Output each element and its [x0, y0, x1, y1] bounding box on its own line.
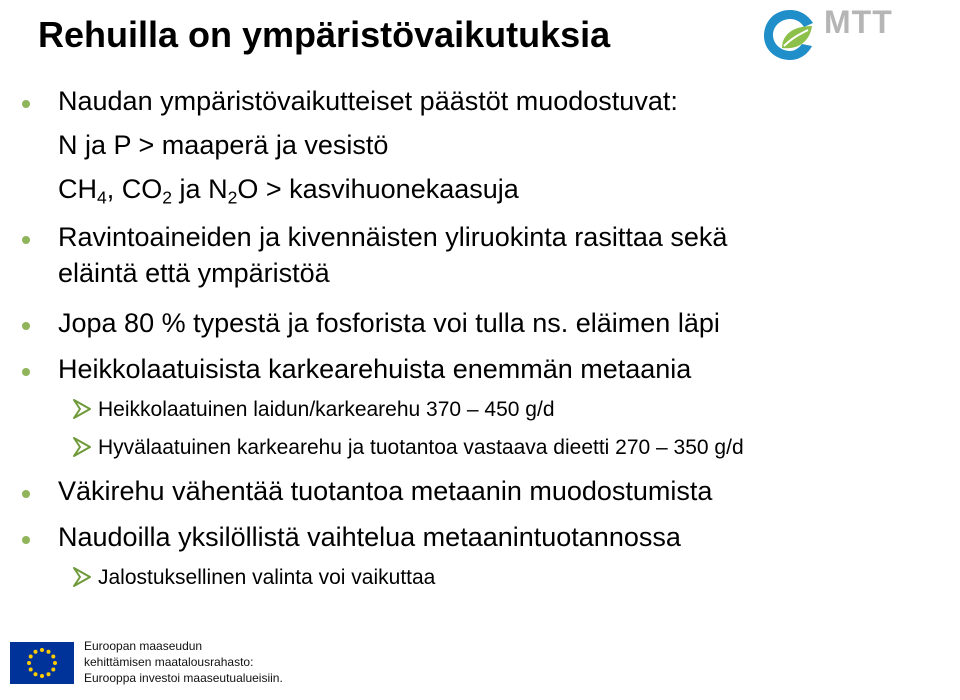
footer-line: Eurooppa investoi maaseutualueisiin. — [84, 671, 283, 685]
footer-line: kehittämisen maatalousrahasto: — [84, 655, 254, 669]
bullet-dot — [22, 368, 30, 376]
footer-line: Euroopan maaseudun — [84, 639, 203, 653]
bullet-dot — [22, 100, 30, 108]
footer-text — [84, 638, 283, 686]
bullet-text: Ravintoaineiden ja kivennäisten yliruokinta rasittaa sekä — [58, 222, 728, 252]
bullet-continuation: eläintä että ympäristöä — [58, 258, 330, 288]
arrow-bullet-icon — [72, 398, 92, 420]
mtt-logo — [760, 4, 940, 64]
bullet-dot — [22, 490, 30, 498]
sub-bullet-text: Jalostuksellinen valinta voi vaikuttaa — [98, 566, 436, 589]
arrow-bullet-icon — [72, 566, 92, 588]
sub-bullet-text: Hyvälaatuinen karkearehu ja tuotantoa vastaava dieetti 270 – 350 g/d — [98, 436, 744, 459]
bullet-continuation: N ja P > maaperä ja vesistö — [58, 130, 389, 160]
eu-funding-footer — [0, 632, 300, 688]
slide-title: Rehuilla on ympäristövaikutuksia — [38, 14, 611, 55]
leaf-swirl-icon — [760, 4, 824, 64]
bullet-dot — [22, 236, 30, 244]
bullet-text: Heikkolaatuisista karkearehuista enemmän metaania — [58, 354, 692, 384]
bullet-continuation: $CH_4$, $CO_2$ ja $N_2O$ > kasvihuonekaasuja — [58, 174, 519, 208]
bullet-text: Jopa 80 % typestä ja fosforista voi tulla ns. eläimen läpi — [58, 308, 720, 338]
bullet-text: Naudan ympäristövaikutteiset päästöt muodostuvat: — [58, 86, 678, 116]
bullet-dot — [22, 536, 30, 544]
logo-text: MTT — [824, 4, 893, 40]
bullet-text: Naudoilla yksilöllistä vaihtelua metaanintuotannossa — [58, 522, 681, 552]
sub-bullet-text: Heikkolaatuinen laidun/karkearehu 370 – 450 g/d — [98, 398, 555, 421]
arrow-bullet-icon — [72, 436, 92, 458]
bullet-dot — [22, 322, 30, 330]
bullet-text: Väkirehu vähentää tuotantoa metaanin muodostumista — [58, 476, 713, 506]
eu-flag-icon — [10, 642, 74, 684]
